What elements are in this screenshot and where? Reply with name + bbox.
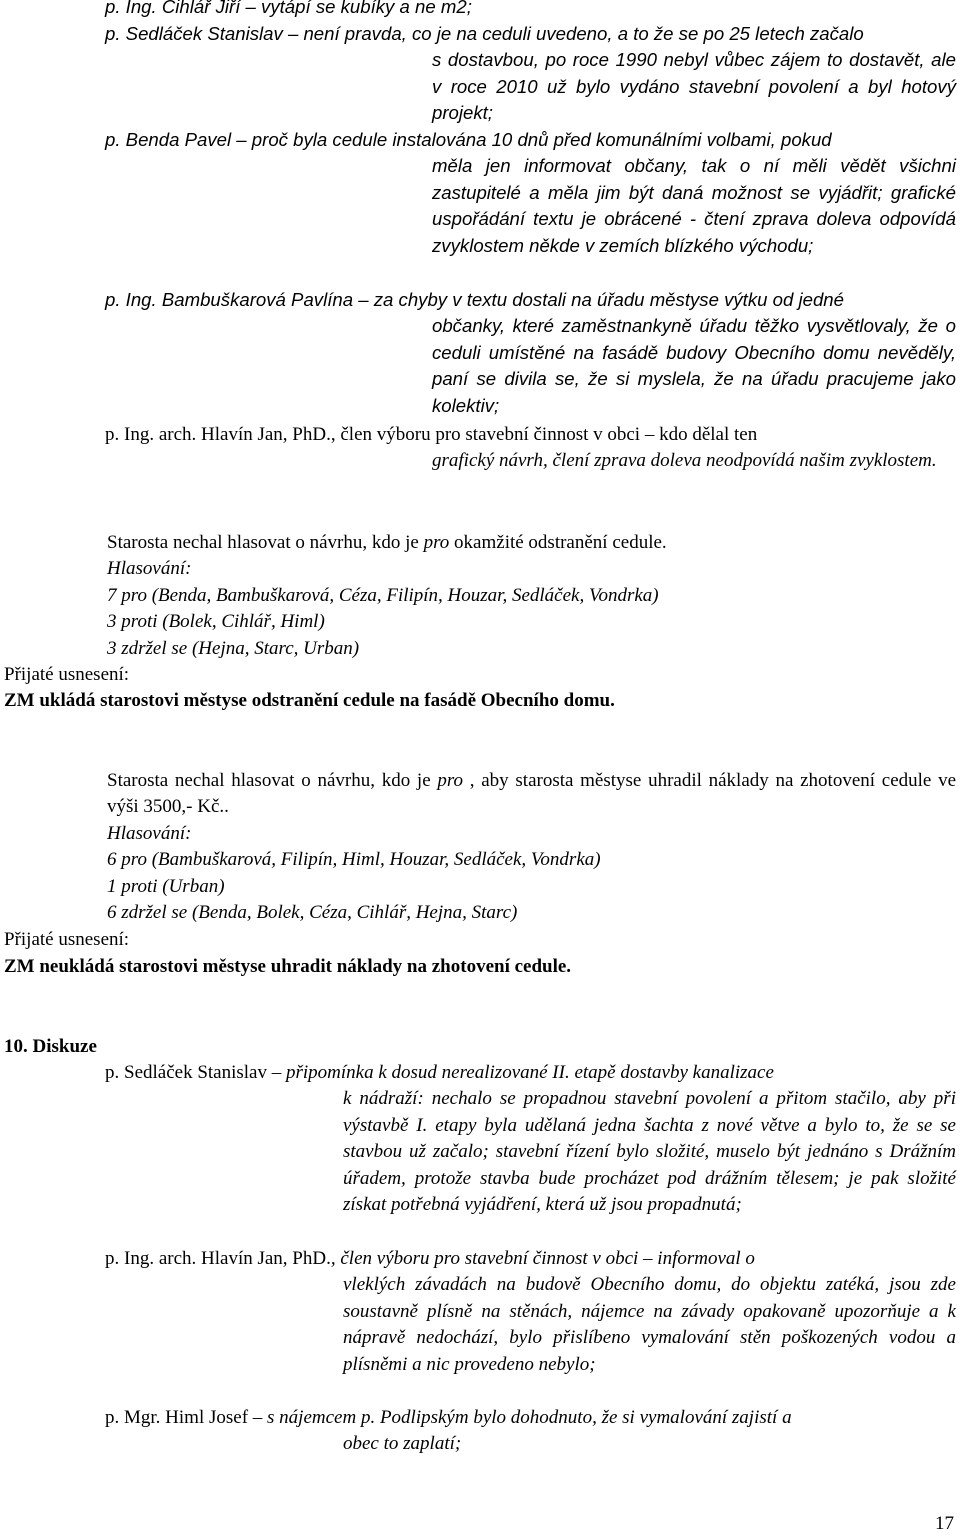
entry-speaker: p. Ing. arch. Hlavín Jan, PhD. <box>105 424 331 445</box>
vote2-line: 6 zdržel se (Benda, Bolek, Céza, Cihlář, Hejna, Starc) <box>107 902 518 924</box>
entry-lead: , člen výboru pro stavební činnost v obci – informoval o <box>330 1248 755 1269</box>
vote1-line: 3 proti (Bolek, Cihlář, Himl) <box>107 611 325 633</box>
entry-continuation: s dostavbou, po roce 1990 nebyl vůbec zájem to dostavět, ale v roce 2010 už bylo vydáno stavební povolení a byl hotový projekt; <box>432 49 956 124</box>
entry-continuation: občanky, které zaměstnankyně úřadu těžko vysvětlovaly, že o ceduli umístěné na fasádě budovy Obecního domu nevěděly, paní se divila se, že si myslela, že na úřadu pracujeme jako kolektiv; <box>432 315 956 416</box>
entry-lead: p. Sedláček Stanislav – není pravda, co je na ceduli uvedeno, a to že se po 25 letech začalo <box>105 23 864 44</box>
entry-continuation: měla jen informovat občany, tak o ní měli vědět všichni zastupitelé a měla jim být daná možnost se vyjádřit; grafické uspořádání textu je obrácené - čtení zprava doleva odpovídá zvyklostem někde v zemích blízkého východu; <box>432 155 956 256</box>
vote2-intro-pro: pro <box>437 770 464 791</box>
entry-continuation: k nádraží: nechalo se propadnou stavební povolení a přitom stačilo, aby při výstavbě I. etapy byla udělaná jedna šachta z nové větve a bylo to, že se se stavbou už začalo; stavební řízení bylo složité, muselo být jednáno s Drážním úřadem, protože stavba bude procházet pod drážním tělesem; je pak složité získat potřebná vyjádření, která už jsou propadnutá; <box>343 1088 956 1216</box>
vote1-intro-pro: pro <box>423 532 450 553</box>
section-heading: 10. Diskuze <box>4 1036 97 1057</box>
entry-cihlar <box>105 0 472 20</box>
entry-hlavin-1 <box>105 422 956 475</box>
vote1-line: 7 pro (Benda, Bambuškarová, Céza, Filipín, Houzar, Sedláček, Vondrka) <box>107 584 659 606</box>
entry-lead-line <box>105 1405 956 1431</box>
diskuze-entry-hlavin <box>105 1246 956 1378</box>
diskuze-entry-sedlacek <box>105 1060 956 1218</box>
entry-continuation: grafický návrh, člení zprava doleva neodpovídá našim zvyklostem. <box>432 450 937 472</box>
vote1-intro-text: Starosta nechal hlasovat o návrhu, kdo je <box>107 532 424 553</box>
vote2-block <box>107 768 956 926</box>
entry-lead: – s nájemcem p. Podlipským bylo dohodnuto, že si vymalování zajistí a <box>248 1407 792 1428</box>
vote2-line: 1 proti (Urban) <box>107 875 225 897</box>
page-number: 17 <box>935 1512 954 1534</box>
entry-text: p. Ing. Cihlář Jiří – vytápí se kubíky a ne m2; <box>105 0 472 17</box>
entry-lead: p. Benda Pavel – proč byla cedule instalována 10 dnů před komunálními volbami, pokud <box>105 129 832 150</box>
vote1-intro <box>107 530 956 556</box>
vote2-line: 6 pro (Bambuškarová, Filipín, Himl, Houzar, Sedláček, Vondrka) <box>107 849 601 871</box>
vote1-block <box>107 530 956 662</box>
entry-benda <box>105 127 956 259</box>
entry-continuation: vleklých závadách na budově Obecního domu, do objektu zatéká, jsou zde soustavně plísně na stěnách, nájemce na závady opakovaně upozorňuje a k nápravě nedochází, bylo přislíbeno vymalování stěn poškozených vodou a plísněmi a nic provedeno nebylo; <box>343 1274 956 1375</box>
entry-speaker: p. Sedláček Stanislav <box>105 1062 267 1083</box>
vote2-resolution-label: Přijaté usnesení: <box>4 929 130 950</box>
entry-sedlacek <box>105 21 956 127</box>
entry-continuation: obec to zaplatí; <box>343 1433 462 1455</box>
entry-speaker: p. Ing. arch. Hlavín Jan, PhD. <box>105 1248 331 1269</box>
entry-lead-line <box>105 1246 956 1272</box>
vote2-intro <box>107 768 956 821</box>
vote2-label: Hlasování: <box>107 822 192 844</box>
vote2-resolution: ZM neukládá starostovi městyse uhradit náklady na zhotovení cedule. <box>4 956 572 977</box>
vote1-resolution-label: Přijaté usnesení: <box>4 664 130 685</box>
entry-speaker: p. Mgr. Himl Josef <box>105 1407 249 1428</box>
entry-lead: – připomínka k dosud nerealizované II. etapě dostavby kanalizace <box>267 1062 774 1083</box>
vote1-intro-text-end: okamžité odstranění cedule. <box>449 532 667 553</box>
vote1-label: Hlasování: <box>107 558 192 580</box>
entry-bambuskarova <box>105 287 956 419</box>
entry-lead-line <box>105 1060 956 1086</box>
vote2-intro-text-end: , aby starosta městyse uhradil náklady na zhotovení cedule ve výši 3500,- Kč.. <box>107 770 956 818</box>
entry-lead: , člen výboru pro stavební činnost v obci – kdo dělal ten <box>330 424 758 445</box>
diskuze-entry-himl <box>105 1405 956 1458</box>
entry-lead: p. Ing. Bambuškarová Pavlína – za chyby v textu dostali na úřadu městyse výtku od jedné <box>105 289 844 310</box>
vote2-intro-text: Starosta nechal hlasovat o návrhu, kdo je <box>107 770 438 791</box>
vote1-line: 3 zdržel se (Hejna, Starc, Urban) <box>107 637 360 659</box>
vote1-resolution: ZM ukládá starostovi městyse odstranění cedule na fasádě Obecního domu. <box>4 690 615 711</box>
entry-lead-line <box>105 422 956 448</box>
